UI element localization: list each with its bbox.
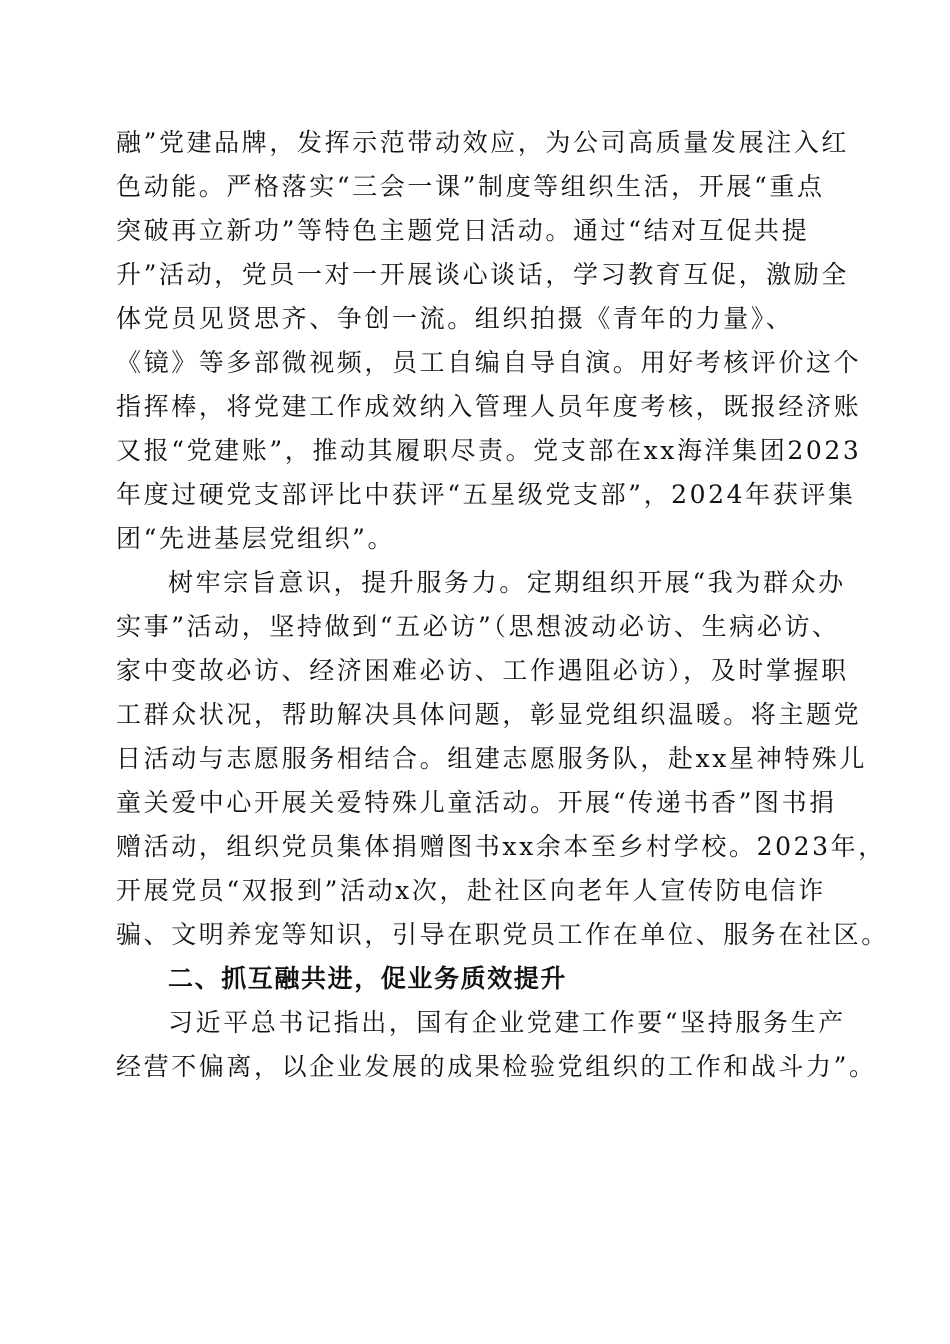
paragraph-1-line: 突破再立新功”等特色主题党日活动。通过“结对互促共提 xyxy=(116,216,810,245)
paragraph-2-line: 树牢宗旨意识，提升服务力。定期组织开展“我为群众办 xyxy=(168,568,846,597)
paragraph-1-line: 升”活动，党员一对一开展谈心谈话，学习教育互促，激励全 xyxy=(116,260,849,289)
paragraph-2-line: 骗、文明养宠等知识，引导在职党员工作在单位、服务在社区。 xyxy=(116,920,889,949)
paragraph-1-line: 年度过硬党支部评比中获评“五星级党支部”，2024年获评集 xyxy=(116,480,856,509)
paragraph-1-line: 体党员见贤思齐、争创一流。组织拍摄《青年的力量》、 xyxy=(116,304,794,333)
paragraph-2-line: 日活动与志愿服务相结合。组建志愿服务队，赴xx星神特殊儿 xyxy=(116,744,868,773)
paragraph-2-line: 家中变故必访、经济困难必访、工作遇阻必访），及时掌握职 xyxy=(116,656,849,685)
paragraph-1-line: 指挥棒，将党建工作成效纳入管理人员年度考核，既报经济账 xyxy=(116,392,862,421)
paragraph-1-line: 又报“党建账”，推动其履职尽责。党支部在xx海洋集团2023 xyxy=(116,436,862,465)
paragraph-2-line: 工群众状况，帮助解决具体问题，彰显党组织温暖。将主题党 xyxy=(116,700,862,729)
section-heading: 二、抓互融共进，促业务质效提升 xyxy=(168,964,568,993)
paragraph-1-line: 融”党建品牌，发挥示范带动效应，为公司高质量发展注入红 xyxy=(116,128,849,157)
paragraph-1-line: 色动能。严格落实“三会一课”制度等组织生活，开展“重点 xyxy=(116,172,825,201)
paragraph-1-line: 团“先进基层党组织”。 xyxy=(116,524,396,553)
paragraph-2-line: 开展党员“双报到”活动x次，赴社区向老年人宣传防电信诈 xyxy=(116,876,826,905)
paragraph-3-line: 习近平总书记指出，国有企业党建工作要“坚持服务生产 xyxy=(168,1008,846,1037)
paragraph-2-line: 赠活动，组织党员集体捐赠图书xx余本至乡村学校。2023年， xyxy=(116,832,886,861)
paragraph-3-line: 经营不偏离，以企业发展的成果检验党组织的工作和战斗力”。 xyxy=(116,1052,877,1081)
paragraph-1-line: 《镜》等多部微视频，员工自编自导自演。用好考核评价这个 xyxy=(116,348,862,377)
paragraph-2-line: 实事”活动，坚持做到“五必访”（思想波动必访、生病必访、 xyxy=(116,612,840,641)
paragraph-2-line: 童关爱中心开展关爱特殊儿童活动。开展“传递书香”图书捐 xyxy=(116,788,837,817)
